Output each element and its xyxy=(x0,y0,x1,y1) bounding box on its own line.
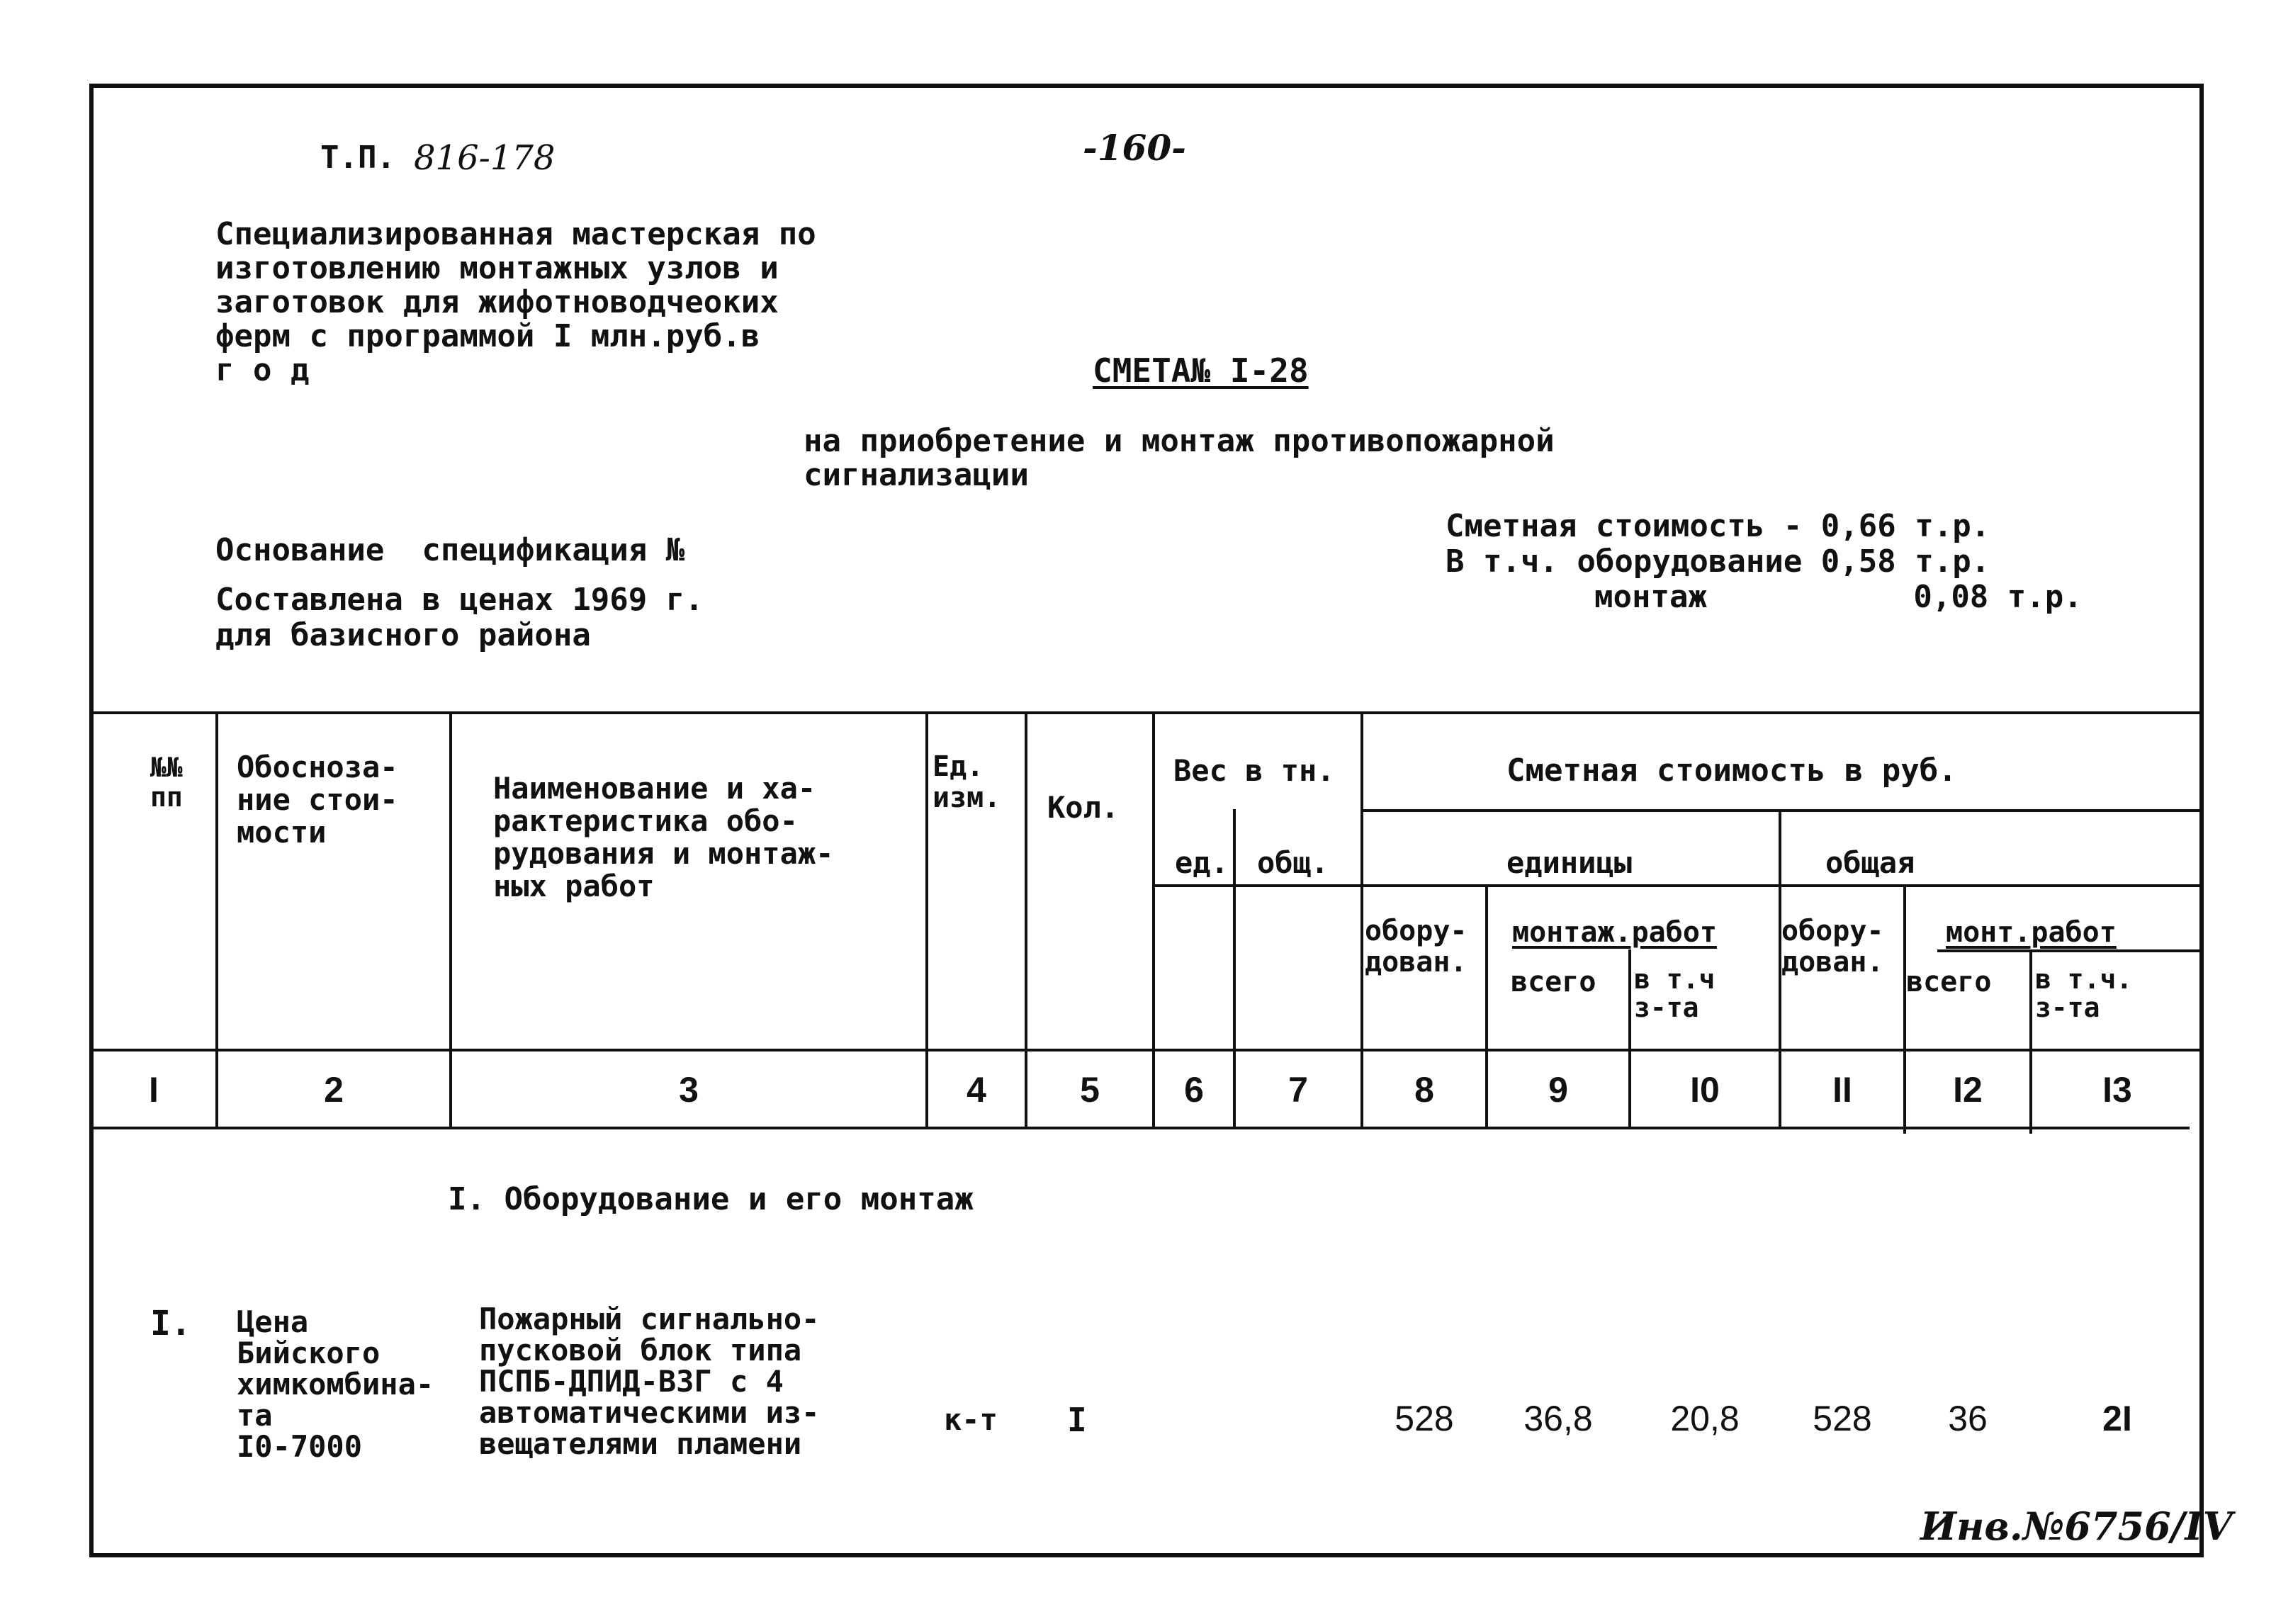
row-number: I. xyxy=(150,1304,191,1343)
col-basis-header: Обосноза- ние стои- мости xyxy=(237,750,398,850)
column-number: I0 xyxy=(1690,1070,1720,1110)
row-equip-unit: 528 xyxy=(1395,1399,1454,1438)
row-mont-all-total: 36 xyxy=(1948,1399,1988,1438)
row-name: Пожарный сигнально- пусковой блок типа ПСПБ-ДПИД-ВЗГ с 4 автоматическими из- вещателями пламени xyxy=(479,1302,820,1461)
column-number: 8 xyxy=(1414,1070,1434,1110)
table-header-line xyxy=(1937,949,2202,952)
column-number: 3 xyxy=(679,1070,699,1110)
mont-total-header: монт.работ xyxy=(1946,916,2117,949)
estimate-subject-line: на приобретение и монтаж противопожарной xyxy=(804,423,1555,459)
all-unit-header: всего xyxy=(1511,966,1596,998)
column-divider xyxy=(925,711,928,1129)
total-group-header: общая xyxy=(1825,845,1915,880)
column-divider xyxy=(1152,711,1155,1129)
weight-total-header: общ. xyxy=(1257,845,1329,880)
estimate-subject-line: сигнализации xyxy=(804,457,1029,493)
doc-code: Т.П. xyxy=(320,140,395,176)
col-qty-header: Кол. xyxy=(1047,790,1120,825)
unit-group-header: единицы xyxy=(1506,845,1633,880)
column-number: 7 xyxy=(1288,1070,1308,1110)
incl-unit-header: в т.ч з-та xyxy=(1634,964,1715,1023)
description-line: изготовлению монтажных узлов и xyxy=(215,250,779,286)
column-number: 4 xyxy=(967,1070,986,1110)
column-number: 6 xyxy=(1184,1070,1204,1110)
col-name-header: Наименование и ха- рактеристика обо- рудования и монтаж- ных работ xyxy=(493,771,834,903)
cost-header: Сметная стоимость в руб. xyxy=(1506,752,1957,789)
basis-line: Основание спецификация № xyxy=(215,532,685,568)
column-number: I2 xyxy=(1953,1070,1983,1110)
column-divider xyxy=(215,711,218,1129)
table-header-line xyxy=(1152,884,2202,887)
all-total-header: всего xyxy=(1906,966,1992,998)
prices-line: для базисного района xyxy=(215,617,591,653)
row-basis: Цена Бийского химкомбина- та I0-7000 xyxy=(237,1304,434,1464)
description-line: г о д xyxy=(215,352,310,388)
table-top-line xyxy=(91,711,2202,714)
column-numbers-bottom-line xyxy=(91,1127,2190,1129)
description-line: Специализированная мастерская по xyxy=(215,216,816,252)
prices-line: Составлена в ценах 1969 г. xyxy=(215,582,704,618)
page-number: -160- xyxy=(1083,127,1186,169)
weight-header: Вес в тн. xyxy=(1173,753,1335,788)
section-title: I. Оборудование и его монтаж xyxy=(448,1181,974,1217)
column-number: 2 xyxy=(324,1070,344,1110)
row-unit: к-т xyxy=(944,1402,998,1437)
row-equip-total: 528 xyxy=(1813,1399,1872,1438)
column-number: I xyxy=(149,1070,159,1110)
table-header-bottom-line xyxy=(91,1049,2202,1051)
table-header-line xyxy=(1360,809,2202,812)
weight-unit-header: ед. xyxy=(1175,845,1229,880)
column-divider xyxy=(449,711,452,1129)
row-mont-all-unit: 36,8 xyxy=(1523,1399,1593,1438)
column-number: I3 xyxy=(2102,1070,2132,1110)
doc-code-handwritten: 816-178 xyxy=(414,138,556,178)
mont-unit-header: монтаж.работ xyxy=(1512,916,1717,949)
column-number: 5 xyxy=(1080,1070,1100,1110)
inventory-number: Инв.№6756/IV xyxy=(1920,1504,2233,1549)
column-number: 9 xyxy=(1548,1070,1568,1110)
equip-unit-header: обору- дован. xyxy=(1365,915,1467,979)
column-number: II xyxy=(1832,1070,1852,1110)
row-mont-incl-unit: 20,8 xyxy=(1670,1399,1740,1438)
description-line: ферм с программой I млн.руб.в xyxy=(215,318,760,354)
column-divider xyxy=(1025,711,1027,1129)
cost-total-line: Сметная стоимость - 0,66 т.р. xyxy=(1446,508,1990,544)
cost-mounting-line: монтаж 0,08 т.р. xyxy=(1594,579,2083,615)
col-unit-header: Ед. изм. xyxy=(933,750,1001,814)
incl-total-header: в т.ч. з-та xyxy=(2035,964,2133,1023)
estimate-title: СМЕТА№ I-28 xyxy=(1093,351,1309,390)
row-mont-incl-total: 2I xyxy=(2102,1399,2132,1438)
cost-equipment-line: В т.ч. оборудование 0,58 т.р. xyxy=(1446,543,1990,580)
row-qty: I xyxy=(1067,1401,1087,1439)
column-divider xyxy=(1360,711,1363,1129)
description-line: заготовок для жифотноводчеоких xyxy=(215,284,779,320)
col-number-header: №№ пп xyxy=(150,752,183,813)
equip-total-header: обору- дован. xyxy=(1781,915,1884,979)
